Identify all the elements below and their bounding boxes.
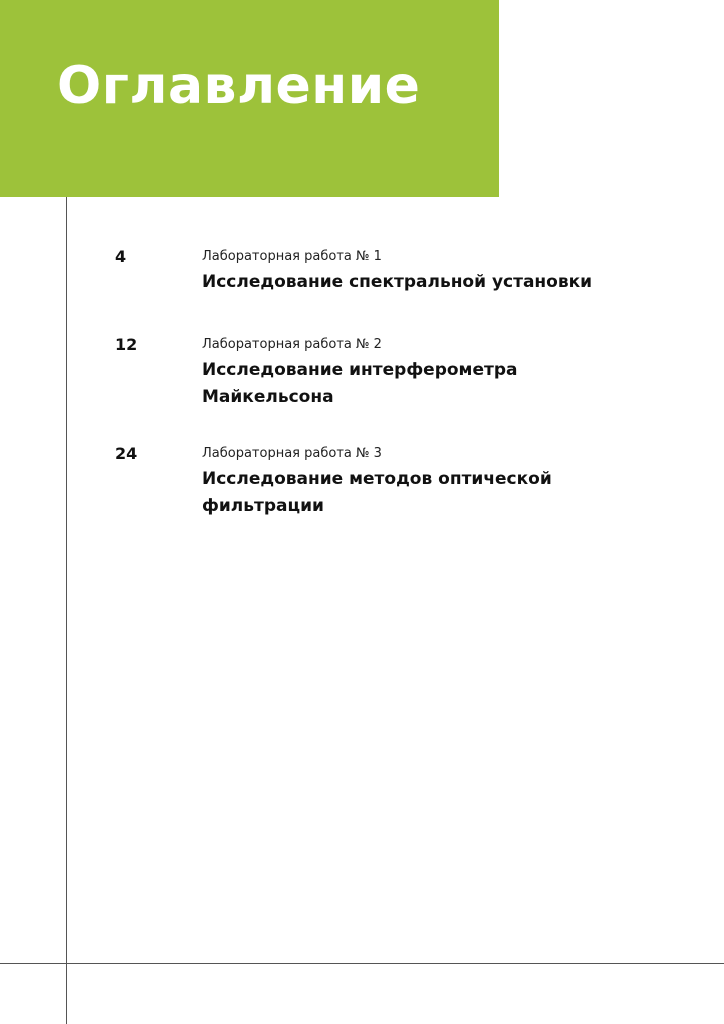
toc-entry-kicker: Лабораторная работа № 2	[202, 337, 382, 352]
toc-entry-kicker: Лабораторная работа № 1	[202, 249, 382, 264]
toc-page-number: 24	[115, 444, 138, 463]
horizontal-rule	[0, 963, 724, 964]
toc-entry-title: Исследование спектральной установки	[202, 272, 593, 292]
toc-page-number: 4	[115, 247, 127, 266]
header-banner	[0, 0, 499, 197]
toc-page-number: 12	[115, 335, 138, 354]
toc-entry-title: Исследование интерферометра Майкельсона	[202, 360, 518, 407]
page-title: Оглавление	[57, 56, 421, 116]
vertical-rule	[66, 197, 67, 1024]
toc-entry-kicker: Лабораторная работа № 3	[202, 446, 382, 461]
toc-entry-title: Исследование методов оптической фильтрации	[202, 469, 552, 516]
